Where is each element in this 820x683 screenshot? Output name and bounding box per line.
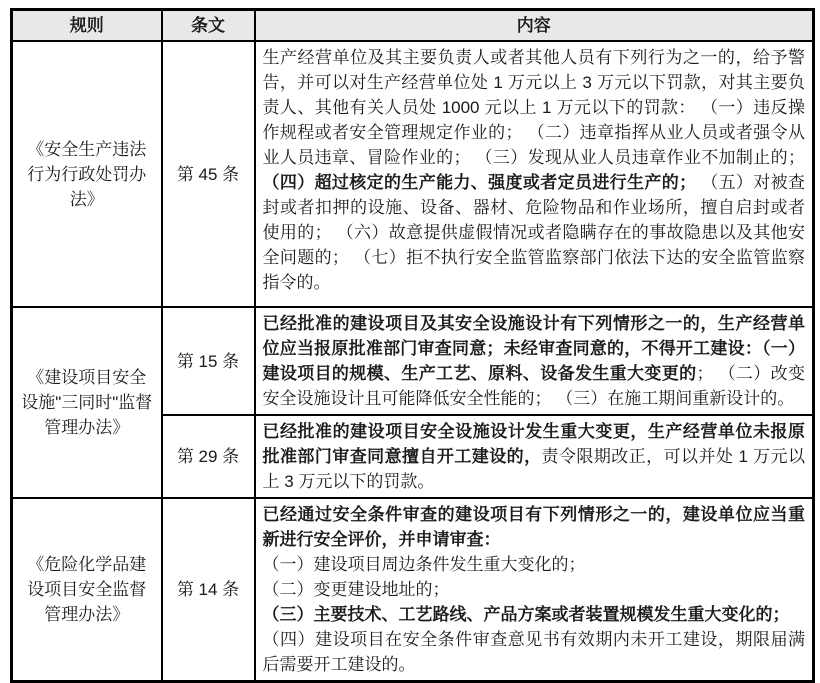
content-segment: 生产经营单位及其主要负责人或者其他人员有下列行为之一的，给予警告，并可以对生产经营单位处 1 万元以上 3 万元以下罚款，对其主要负责人、其他有关人员处 1000 元以上 1 万元以下的罚款： （一）违反操作规程或者安全管理规定作业的； （二）违章指挥从业人员或者强令从业人员违章、冒险作业的； （三）发现从业人员违章作业不加制止的； [262, 48, 805, 167]
content-cell-29 [255, 415, 814, 498]
article-cell-45: 第 45 条 [162, 41, 255, 307]
content-segment: （五）对被查封或者扣押的设施、设备、器材、危险物品和作业场所，擅自启封或者使用的； （六）故意提供虚假情况或者隐瞒存在的事故隐患以及其他安全问题的； （七）拒不执行安全监管监察部门依法下达的安全监管监察指令的。 [262, 173, 806, 292]
content-segment: 责令限期改正，可以并处 1 万元以上 3 万元以下的罚款。 [262, 447, 805, 491]
table-row [12, 498, 814, 682]
content-segment-bold: 已经批准的建设项目安全设施设计发生重大变更，生产经营单位未报原批准部门审查同意擅自开工建设的， [262, 422, 805, 466]
content-cell-14 [255, 498, 814, 682]
regulations-table-wrapper [10, 8, 812, 683]
header-cell-content: 内容 [255, 10, 814, 42]
header-cell-rule: 规则 [12, 10, 162, 42]
article-cell-29: 第 29 条 [162, 415, 255, 498]
content-paragraph-bold: （三）主要技术、工艺路线、产品方案或者装置规模发生重大变化的； [262, 605, 790, 624]
content-paragraph-bold: 已经通过安全条件审查的建设项目有下列情形之一的，建设单位应当重新进行安全评价，并申请审查： [262, 505, 805, 549]
rule-cell-admin-penalty: 《安全生产违法行为行政处罚办法》 [12, 41, 162, 307]
content-segment-bold: 已经批准的建设项目及其安全设施设计有下列情形之一的，生产经营单位应当报原批准部门审查同意；未经审查同意的，不得开工建设：（一）建设项目的规模、生产工艺、原料、设备发生重大变更的 [262, 314, 805, 383]
rule-cell-three-simultaneous: 《建设项目安全设施"三同时"监督管理办法》 [12, 307, 162, 498]
header-cell-article: 条文 [162, 10, 255, 42]
content-segment-bold: （四）超过核定的生产能力、强度或者定员进行生产的； [262, 173, 697, 192]
table-row [12, 307, 814, 415]
content-segment: ； （二）改变安全设施设计且可能降低安全性能的； （三）在施工期间重新设计的。 [262, 364, 806, 408]
content-paragraph: （四）建设项目在安全条件审查意见书有效期内未开工建设，期限届满后需要开工建设的。 [262, 630, 805, 674]
regulations-table [10, 8, 815, 683]
header-row [12, 10, 814, 42]
content-cell-45 [255, 41, 814, 307]
article-cell-15: 第 15 条 [162, 307, 255, 415]
content-cell-15 [255, 307, 814, 415]
content-paragraph: （一）建设项目周边条件发生重大变化的； [262, 555, 586, 574]
article-cell-14: 第 14 条 [162, 498, 255, 682]
content-paragraph: （二）变更建设地址的； [262, 580, 450, 599]
table-row [12, 41, 814, 307]
rule-cell-hazchem: 《危险化学品建设项目安全监督管理办法》 [12, 498, 162, 682]
